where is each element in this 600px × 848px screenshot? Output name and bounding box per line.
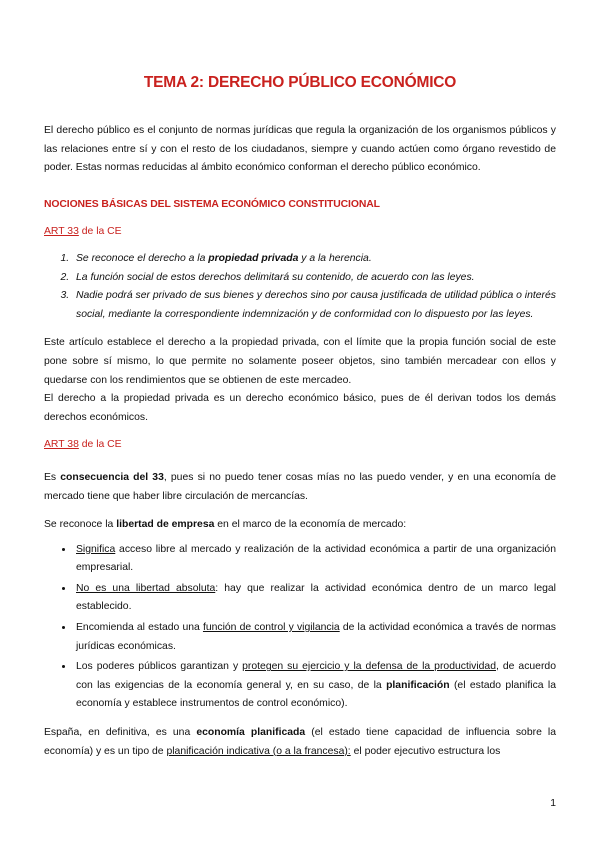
page-number: 1 (550, 798, 556, 809)
art38-paragraph-2: Se reconoce la libertad de empresa en el marco de la economía de mercado: (44, 519, 407, 531)
list-item: • Los poderes públicos garantizan y protegen su ejercicio y la defensa de la productividad, de acuerdo con las exigencias de la economía general y, en su caso, de la planificación (el estado planifica la economía y establece instrumentos de control económico). (74, 658, 556, 714)
art38-link[interactable]: ART 38 (44, 439, 79, 451)
intro-paragraph: El derecho público es el conjunto de normas jurídicas que regula la organización de los organismos públicos y las relaciones entre sí y con el resto de los ciudadanos, siempre y cuando actúen como órgano revestido de poder. Estas normas reducidas al ámbito económico conforman el derecho público económico. (44, 125, 556, 174)
list-item: 3. Nadie podrá ser privado de sus bienes y derechos sino por causa justificada de utilidad pública o interés social, mediante la correspondiente indemnización y de conformidad con lo dispuesto por las leyes. (72, 287, 556, 324)
list-item: 2. La función social de estos derechos delimitará su contenido, de acuerdo con las leyes. (72, 269, 556, 288)
art33-explanation-2: El derecho a la propiedad privada es un derecho económico básico, pues de él derivan todos los demás derechos económicos. (44, 393, 556, 423)
list-item: • No es una libertad absoluta: hay que realizar la actividad económica dentro de un marco legal establecido. (74, 580, 556, 617)
art33-list (44, 250, 556, 324)
list-item: 1. Se reconoce el derecho a la propiedad privada y a la herencia. (72, 250, 556, 269)
art38-paragraph-3: España, en definitiva, es una economía planificada (el estado tiene capacidad de influencia sobre la economía) y es un tipo de planificación indicativa (o a la francesa): el poder ejecutivo estructura los (44, 727, 557, 757)
page-title: TEMA 2: DERECHO PÚBLICO ECONÓMICO (143, 74, 457, 91)
list-item: • Significa acceso libre al mercado y realización de la actividad económica a partir de una organización empresarial. (74, 541, 556, 578)
art33-explanation: Este artículo establece el derecho a la propiedad privada, con el límite que la propia función social de este pone sobre sí mismo, lo que permite no solamente poseer objetos, sino también mercadear con ellos y quedarse con los rendimientos que se obtienen de este mercadeo. (44, 337, 556, 386)
list-item: • Encomienda al estado una función de control y vigilancia de la actividad económica a través de normas jurídicas económicas. (74, 619, 556, 656)
libertad-empresa-list (44, 541, 556, 714)
art38-reference: ART 38 de la CE (44, 439, 122, 451)
document-body (44, 122, 556, 761)
art33-reference: ART 33 de la CE (44, 226, 122, 238)
art33-link[interactable]: ART 33 (44, 226, 79, 238)
section-heading: NOCIONES BÁSICAS DEL SISTEMA ECONÓMICO CONSTITUCIONAL (44, 198, 380, 210)
art38-paragraph-1: Es consecuencia del 33, pues si no puedo tener cosas mías no las puedo vender, y en una economía de mercado tiene que haber libre circulación de mercancías. (44, 471, 556, 502)
